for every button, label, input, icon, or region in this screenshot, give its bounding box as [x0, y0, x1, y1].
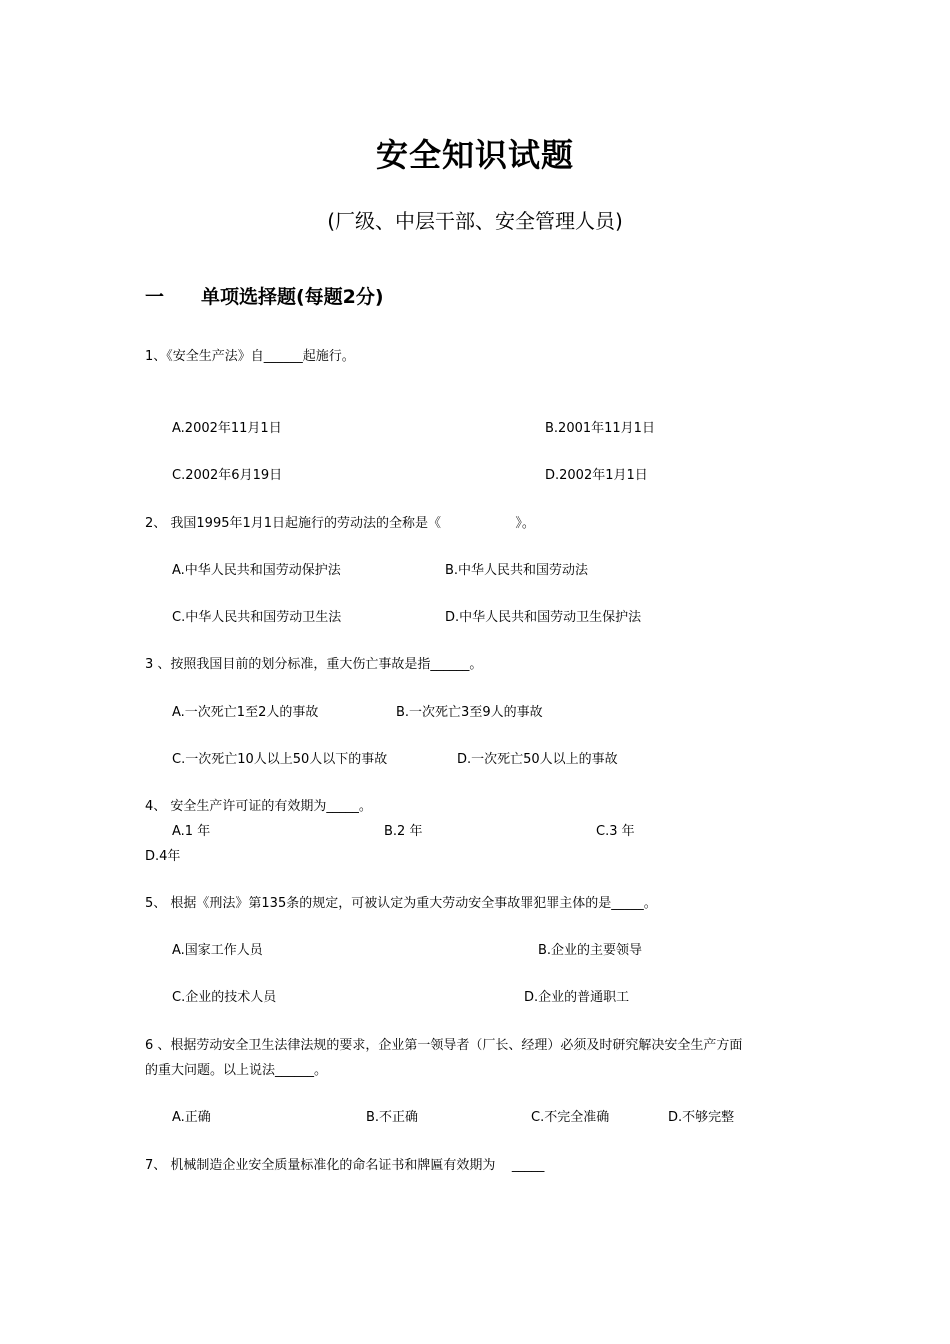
question-1-option-d: D.2002年1月1日: [545, 468, 648, 483]
question-4-option-c: C.3 年: [596, 824, 635, 839]
question-1-option-a: A.2002年11月1日: [172, 421, 282, 436]
question-7-text: 7、 机械制造企业安全质量标准化的命名证书和牌匾有效期为 _____: [145, 1158, 545, 1173]
question-1-option-b: B.2001年11月1日: [545, 421, 655, 436]
question-3-option-d: D.一次死亡50人以上的事故: [457, 752, 618, 767]
document-title: 安全知识试题: [375, 136, 574, 174]
document-subtitle: (厂级、中层干部、安全管理人员): [327, 209, 623, 233]
question-2-option-b: B.中华人民共和国劳动法: [445, 563, 589, 578]
question-2-text: 2、 我国1995年1月1日起施行的劳动法的全称是《 》。: [145, 516, 535, 531]
question-5-option-d: D.企业的普通职工: [524, 990, 630, 1005]
question-6-option-c: C.不完全准确: [531, 1110, 610, 1125]
question-3-option-c: C.一次死亡10人以上50人以下的事故: [172, 752, 388, 767]
question-4-option-b: B.2 年: [384, 824, 423, 839]
question-4-option-a: A.1 年: [172, 824, 211, 839]
section-heading: [145, 282, 384, 309]
question-1-option-c: C.2002年6月19日: [172, 468, 283, 483]
question-5-text: 5、 根据《刑法》第135条的规定，可被认定为重大劳动安全事故罪犯罪主体的是_____。: [145, 896, 657, 911]
question-6-option-a: A.正确: [172, 1110, 211, 1125]
question-4-option-d: D.4年: [145, 849, 181, 864]
question-6-option-b: B.不正确: [366, 1110, 419, 1125]
question-6-text-continued: 的重大问题。以上说法______。: [145, 1063, 328, 1078]
question-5-option-b: B.企业的主要领导: [538, 943, 643, 958]
question-6-option-d: D.不够完整: [668, 1110, 735, 1125]
section-label: 单项选择题(每题2分): [201, 286, 384, 308]
question-1-text: 1、《安全生产法》自______起施行。: [145, 349, 355, 364]
question-5-option-a: A.国家工作人员: [172, 943, 263, 958]
question-2-option-a: A.中华人民共和国劳动保护法: [172, 563, 341, 578]
question-4-text: 4、 安全生产许可证的有效期为_____。: [145, 799, 372, 814]
question-6-text: 6 、根据劳动安全卫生法律法规的要求，企业第一领导者（厂长、经理）必须及时研究解决安全生产方面: [145, 1038, 743, 1053]
question-3-option-a: A.一次死亡1至2人的事故: [172, 705, 319, 720]
question-2-option-d: D.中华人民共和国劳动卫生保护法: [445, 610, 642, 625]
question-2-option-c: C.中华人民共和国劳动卫生法: [172, 610, 342, 625]
section-number: 一: [145, 286, 165, 308]
question-3-text: 3 、按照我国目前的划分标准，重大伤亡事故是指______。: [145, 657, 483, 672]
question-3-option-b: B.一次死亡3至9人的事故: [396, 705, 543, 720]
question-5-option-c: C.企业的技术人员: [172, 990, 277, 1005]
